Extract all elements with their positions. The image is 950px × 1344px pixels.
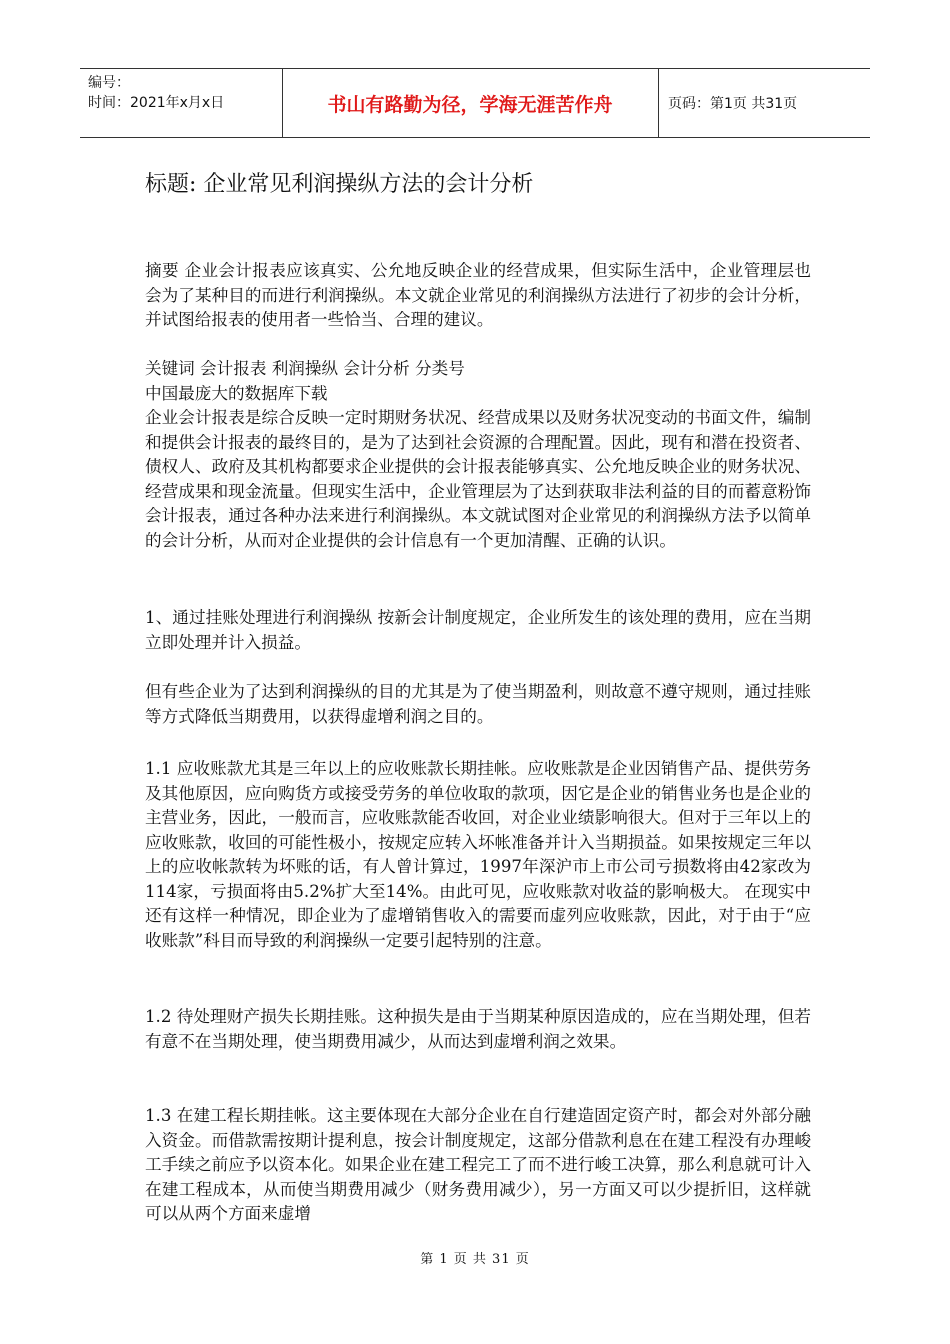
section-1-2-paragraph: 1.2 待处理财产损失长期挂账。这种损失是由于当期某种原因造成的，应在当期处理，但若有意不在当期处理，使当期费用减少，从而达到虚增利润之效果。 (145, 1007, 811, 1051)
keywords-paragraph: 关键词 会计报表 利润操纵 会计分析 分类号 (145, 359, 465, 378)
body-paragraph: 但有些企业为了达到利润操纵的目的尤其是为了使当期盈利，则故意不遵守规则，通过挂账等方式降低当期费用，以获得虚增利润之目的。 (145, 682, 811, 726)
document-number-label: 编号： (88, 75, 130, 91)
header-meta (88, 73, 224, 113)
header-page-info: 页码：第1页 共31页 (668, 96, 798, 112)
document-title: 标题: 企业常见利润操纵方法的会计分析 (145, 172, 534, 197)
document-date: 时间：2021年x月x日 (88, 95, 225, 111)
page-footer: 第 1 页 共 31 页 (420, 1252, 530, 1267)
document-header (80, 68, 870, 138)
abstract-paragraph: 摘要 企业会计报表应该真实、公允地反映企业的经营成果，但实际生活中，企业管理层也会为了某种目的而进行利润操纵。本文就企业常见的利润操纵方法进行了初步的会计分析，并试图给报表的使用者一些恰当、合理的建议。 (145, 261, 811, 329)
section-1-paragraph: 1、通过挂账处理进行利润操纵 按新会计制度规定，企业所发生的该处理的费用，应在当期立即处理并计入损益。 (145, 608, 811, 652)
body-paragraph: 企业会计报表是综合反映一定时期财务状况、经营成果以及财务状况变动的书面文件，编制和提供会计报表的最终目的，是为了达到社会资源的合理配置。因此，现有和潜在投资者、债权人、政府及其机构都要求企业提供的会计报表能够真实、公允地反映企业的财务状况、经营成果和现金流量。但现实生活中，企业管理层为了达到获取非法利益的目的而蓄意粉饰会计报表，通过各种办法来进行利润操纵。本文就试图对企业常见的利润操纵方法予以简单的会计分析，从而对企业提供的会计信息有一个更加清醒、正确的认识。 (145, 408, 811, 550)
section-1-3-paragraph: 1.3 在建工程长期挂帐。这主要体现在大部分企业在自行建造固定资产时，都会对外部分融入资金。而借款需按期计提利息，按会计制度规定，这部分借款利息在在建工程没有办理峻工手续之前应予以资本化。如果企业在建工程完工了而不进行峻工决算，那么利息就可计入在建工程成本，从而使当期费用减少（财务费用减少），另一方面又可以少提折旧，这样就可以从两个方面来虚增 (145, 1106, 811, 1223)
section-1-1-paragraph: 1.1 应收账款尤其是三年以上的应收账款长期挂帐。应收账款是企业因销售产品、提供劳务及其他原因，应向购货方或接受劳务的单位收取的款项，因它是企业的销售业务也是企业的主营业务，因此，一般而言，应收账款能否收回，对企业业绩影响很大。但对于三年以上的应收账款，收回的可能性极小，按规定应转入坏帐准备并计入当期损益。如果按规定三年以上的应收帐款转为坏账的话，有人曾计算过，1997年深沪市上市公司亏损数将由42家改为114家，亏损面将由5.2%扩大至14%。由此可见，应收账款对收益的影响极大。 在现实中还有这样一种情况，即企业为了虚增销售收入的需要而虚列应收账款，因此，对于由于“应收账款”科目而导致的利润操纵一定要引起特别的注意。 (145, 759, 811, 950)
header-motto: 书山有路勤为径，学海无涯苦作舟 (327, 93, 613, 116)
source-line: 中国最庞大的数据库下载 (145, 384, 328, 403)
header-divider (658, 69, 659, 137)
